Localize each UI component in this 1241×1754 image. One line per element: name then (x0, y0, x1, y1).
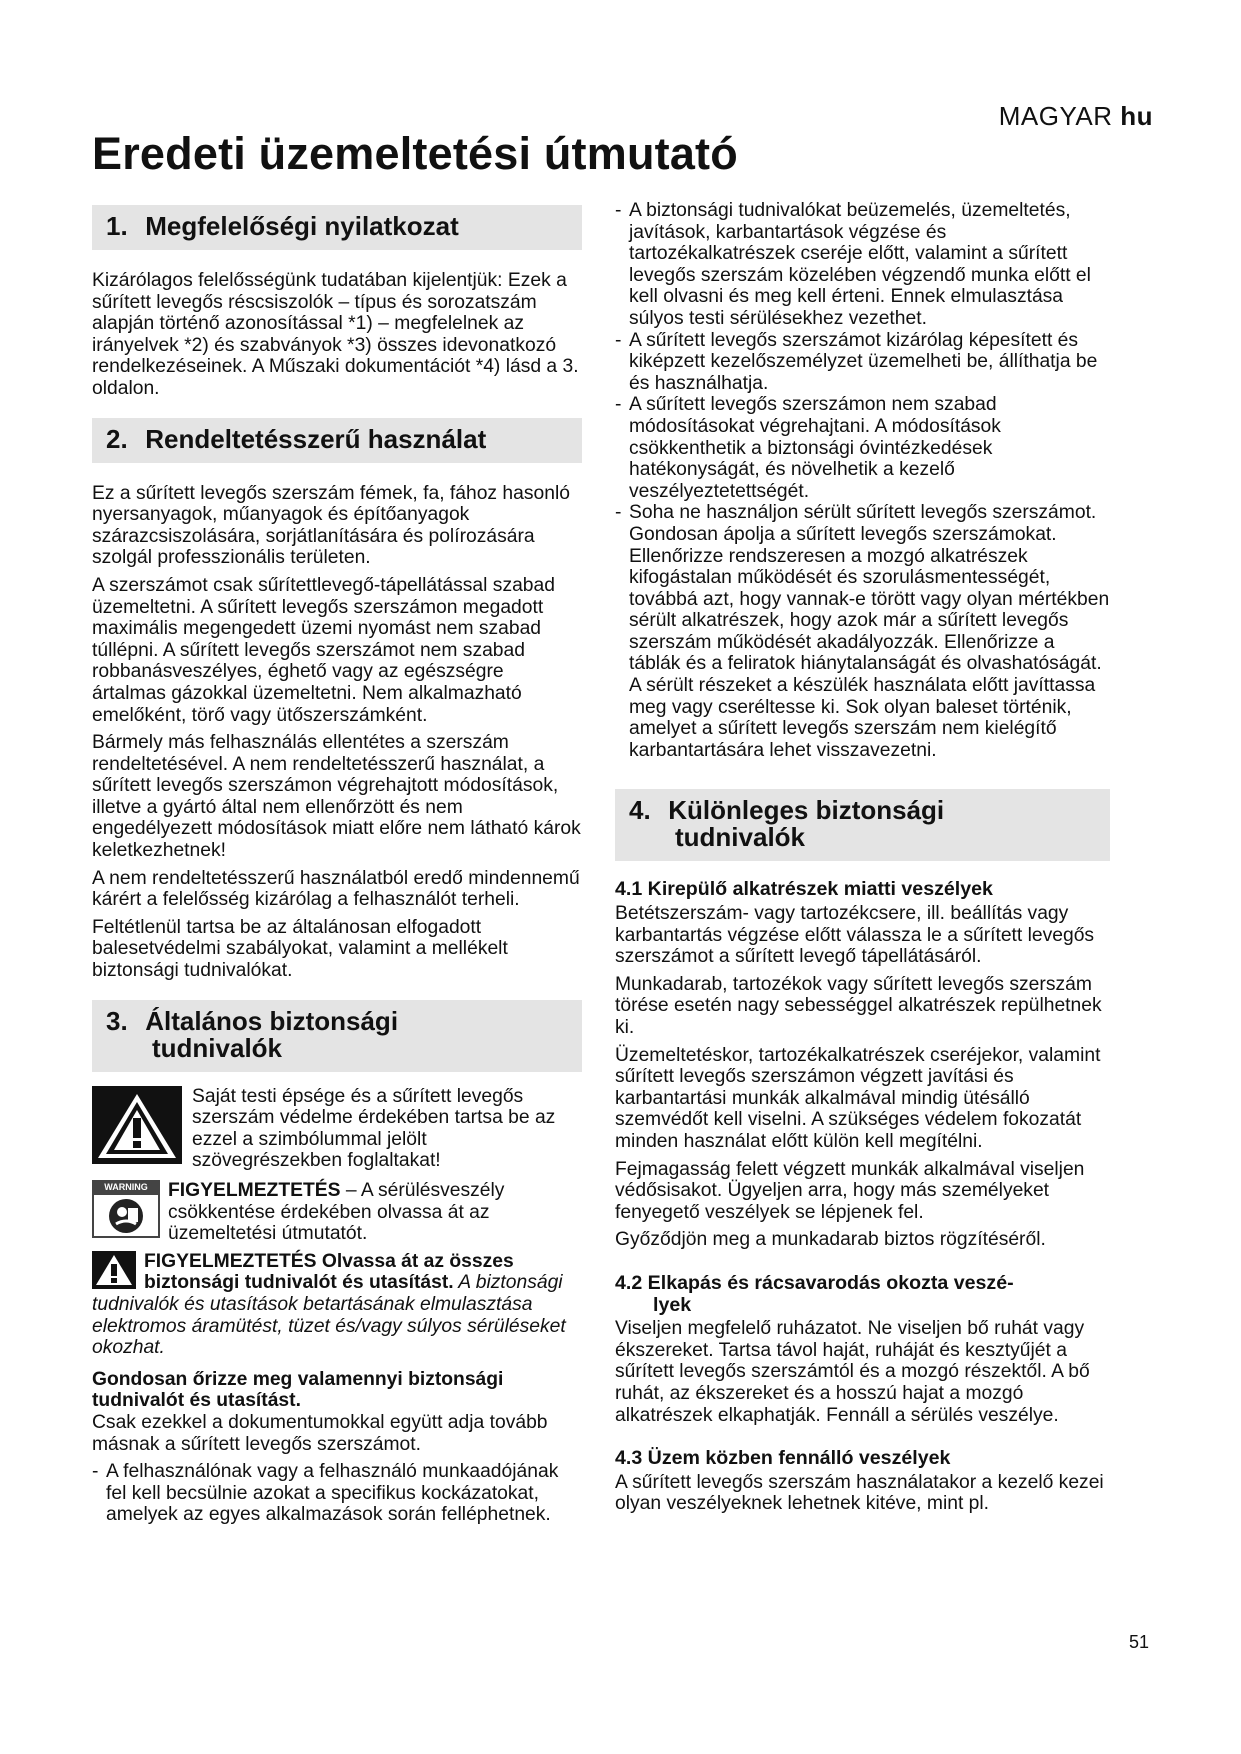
section-1-title: Megfelelőségi nyilatkozat (145, 211, 459, 241)
section-2-paragraph-3: Bármely más felhasználás ellentétes a szerszám rendeltetésével. A nem rendeltetésszerű használat, a sűrített levegős szerszámon végrehajtott módosítások, illetve a gyártó által nem ellenőrzött és nem engedélyezett módosítások miatt előre nem látható károk keletkezhetnek! (92, 732, 581, 862)
section-2-paragraph-2: A szerszámot csak sűrítettlevegő-tápellátással szabad üzemeltetni. A sűrített levegős szerszámon megadott maximális megengedett üzemi nyomást nem szabad túllépni. A sűrített levegős szerszámot nem szabad robbanásveszélyes, éghető vagy az egészségre ártalmas gázokkal üzemeltetni. Nem alkalmazható emelőként, törő vagy ütőszerszámként. (92, 574, 555, 726)
warning-1-label: FIGYELMEZTETÉS (168, 1180, 341, 1201)
list-item-text: A biztonsági tudnivalókat beüzemelés, üzemeltetés, javítások, karbantartások végzése és tartozékalkatrészek cseréje előtt, valamint a sűrített levegős szerszám közelében végzendő munka előtt el kell olvasni és meg kell érteni. Ennek elmulasztása súlyos testi sérülésekhez vezethet. (629, 200, 1091, 329)
read-manual-warning-text (168, 1180, 582, 1245)
language-header (999, 101, 1153, 132)
subsection-4-3-title: 4.3 Üzem közben fennálló veszélyek (615, 1447, 951, 1470)
subsection-4-1-paragraph-5: Győződjön meg a munkadarab biztos rögzítéséről. (615, 1229, 1046, 1251)
list-item: - A felhasználónak vagy a felhasználó munkaadójának fel kell becsülnie azokat a specifikus kockázatokat, amelyek az egyes alkalmazások során felléphetnek. (92, 1461, 582, 1526)
list-item-text: A sűrített levegős szerszámot kizárólag képesített és kiképzett kezelőszemélyzet üzemelheti be, állíthatja be és használhatja. (629, 329, 1098, 394)
list-item-text: A felhasználónak vagy a felhasználó munkaadójának fel kell becsülnie azokat a specifikus kockázatokat, amelyek az egyes alkalmazások során felléphetnek. (106, 1461, 559, 1526)
subsection-4-2-title-line-1: 4.2 Elkapás és rácsavarodás okozta veszé- (615, 1271, 1014, 1294)
section-3-number: 3. (106, 1005, 128, 1036)
subsection-4-2-title (615, 1273, 1110, 1316)
keep-instructions-text: Csak ezekkel a dokumentumokkal együtt adja tovább másnak a sűrített levegős szerszámot. (92, 1411, 548, 1455)
subsection-4-1-paragraph-1: Betétszerszám- vagy tartozékcsere, ill. beállítás vagy karbantartás végzése előtt válassza le a sűrített levegős szerszámot a sűrített levegő tápellátásáról. (615, 903, 1095, 968)
language-code: hu (1120, 101, 1153, 131)
subsection-4-2-title-line-2: lyek (653, 1293, 692, 1316)
section-2-number: 2. (106, 423, 128, 454)
list-item: - A sűrített levegős szerszámon nem szabad módosításokat végrehajtani. A módosítások csökkenthetik a biztonsági óvintézkedések hatékonyságát, és növelhetik a kezelő veszélyeztetettségét. (615, 394, 1110, 502)
subsection-4-2-paragraph: Viseljen megfelelő ruházatot. Ne viseljen bő ruhát vagy ékszereket. Tartsa távol haját, ruháját és kesztyűjét a sűrített levegős szerszámtól és a mozgó részektől. A bő ruhát, az ékszereket és a hosszú hajat a mozgó alkatrészek elkaphatják. Fennáll a sérülés veszélye. (615, 1318, 1090, 1426)
section-4-title-line-2: tudnivalók (675, 822, 806, 853)
read-manual-icon (92, 1180, 160, 1238)
warning-2-italic: A biztonsági tudnivalók és utasítások betartásának elmulasztása elektromos áramütést, tüzet és/vagy súlyos sérüléseket okozhat. (92, 1272, 566, 1359)
section-3-title-line-1: Általános biztonsági (145, 1005, 399, 1036)
section-2-paragraph-5: Feltétlenül tartsa be az általánosan elfogadott balesetvédelmi szabályokat, valamint a mellékelt biztonsági tudnivalókat. (92, 916, 508, 982)
section-2-paragraph-4: A nem rendeltetésszerű használatból eredő mindennemű kárért a felelősség kizárólag a felhasználót terheli. (92, 867, 580, 911)
subsection-4-1-paragraph-4: Fejmagasság felett végzett munkák alkalmával viseljen védősisakot. Ügyeljen arra, hogy más személyeket fenyegető veszélyek se lépjenek fel. (615, 1158, 1085, 1223)
right-column (615, 200, 1110, 1521)
list-item: - A biztonsági tudnivalókat beüzemelés, üzemeltetés, javítások, karbantartások végzése és tartozékalkatrészek cseréje előtt, valamint a sűrített levegős szerszám közelében végzendő munka előtt el kell olvasni és meg kell érteni. Ennek elmulasztása súlyos testi sérülésekhez vezethet. (615, 200, 1110, 330)
section-2-heading (92, 418, 582, 463)
general-warning (92, 1251, 582, 1359)
section-2-title: Rendeltetésszerű használat (145, 423, 487, 454)
warning-2-bold: FIGYELMEZTETÉS Olvassa át az összes biztonsági tudnivalót és utasítást. (144, 1250, 514, 1294)
list-item: - Soha ne használjon sérült sűrített levegős szerszámot. Gondosan ápolja a sűrített levegős szerszámokat. Ellenőrizze rendszeresen a mozgó alkatrészek kifogástalan működését és szorulásmentességét, továbbá azt, hogy vannak-e törött vagy olyan mértékben sérült alkatrészek, hogy azok már a sűrített levegős szerszám működését akadályozzák. Ellenőrizze a táblák és a feliratok hiánytalanságát és olvashatóságát. A sérült részeket a készülék használata előtt javíttassa meg vagy cseréltesse ki. Sok olyan baleset történik, amelyet a sűrített levegős szerszám nem kielégítő karbantartására lehet visszavezetni. (615, 502, 1110, 761)
subsection-4-3-paragraph: A sűrített levegős szerszám használatakor a kezelő kezei olyan veszélyeknek lehetnek kitéve, mint pl. (615, 1471, 1104, 1515)
section-1-number: 1. (106, 211, 128, 241)
warning-1-text: – A sérülésveszély csökkentése érdekében olvassa át az üzemeltetési útmutatót. (168, 1180, 505, 1245)
section-4-title-line-1: Különleges biztonsági (668, 795, 945, 826)
keep-instructions-heading: Gondosan őrizze meg valamennyi biztonsági tudnivalót és utasítást. (92, 1368, 504, 1412)
list-item: - A sűrített levegős szerszámot kizárólag képesített és kiképzett kezelőszemélyzet üzemelheti be, állíthatja be és használhatja. (615, 330, 1110, 395)
page-number: 51 (1128, 1632, 1149, 1652)
language-name: MAGYAR (998, 101, 1113, 131)
warning-small-icon (92, 1251, 136, 1289)
left-column (92, 205, 582, 1526)
subsection-4-1-paragraph-3: Üzemeltetéskor, tartozékalkatrészek cseréjekor, valamint sűrített levegős szerszámon végzett javítási és karbantartási munkák alkalmával mindig ütésálló szemvédőt kell viselni. A szükséges védelem fokozatát minden használat előtt külön kell megítélni. (615, 1044, 1101, 1152)
subsection-4-1-title: 4.1 Kirepülő alkatrészek miatti veszélyek (615, 878, 993, 901)
section-3-heading (92, 1000, 582, 1072)
safety-symbol-text: Saját testi épsége és a sűrített levegős szerszám védelme érdekében tartsa be az ezzel a szimbólummal jelölt szövegrészekben foglaltakat! (192, 1085, 556, 1172)
warning-triangle-icon (92, 1086, 182, 1164)
read-manual-warning (92, 1180, 582, 1245)
list-item-text: Soha ne használjon sérült sűrített levegős szerszámot. Gondosan ápolja a sűrített levegős szerszámokat. Ellenőrizze rendszeresen a mozgó alkatrészek kifogástalan működését és szorulásmentességét, továbbá azt, hogy vannak-e törött vagy olyan mértékben sérült alkatrészek, hogy azok már a sűrített levegős szerszám működését akadályozzák. Ellenőrizze a táblák és a feliratok hiánytalanságát és olvashatóságát. A sérült részeket a készülék használata előtt javíttassa meg vagy cseréltesse ki. Sok olyan baleset történik, amelyet a sűrített levegős szerszám nem kielégítő karbantartására lehet visszavezetni. (629, 502, 1110, 761)
section-3-title-line-2: tudnivalók (152, 1032, 283, 1063)
subsection-4-1-paragraph-2: Munkadarab, tartozékok vagy sűrített levegős szerszám törése esetén nagy sebességgel alkatrészek repülhetnek ki. (615, 973, 1102, 1038)
list-item-text: A sűrített levegős szerszámon nem szabad módosításokat végrehajtani. A módosítások csökkenthetik a biztonsági óvintézkedések hatékonyságát, és növelhetik a kezelő veszélyeztetettségét. (629, 394, 1001, 502)
page-title: Eredeti üzemeltetési útmutató (92, 128, 738, 179)
section-1-heading (92, 205, 582, 250)
section-4-heading (615, 789, 1110, 861)
section-1-paragraph: Kizárólagos felelősségünk tudatában kijelentjük: Ezek a sűrített levegős réscsiszolók – típus és sorozatszám alapján történő azonosítással *1) – megfelelnek az irányelvek *2) és szabványok *3) összes idevonatkozó rendelkezéseinek. A Műszaki dokumentációt *4) lásd a 3. oldalon. (92, 270, 579, 399)
section-4-number: 4. (629, 795, 651, 826)
warning-label: WARNING (104, 1182, 148, 1192)
section-2-paragraph-1: Ez a sűrített levegős szerszám fémek, fa, fához hasonló nyersanyagok, műanyagok és építőanyagok szárazcsiszolására, sorjátlanítására és polírozására szolgál professzionális területen. (92, 482, 570, 569)
safety-symbol-note (92, 1086, 582, 1172)
